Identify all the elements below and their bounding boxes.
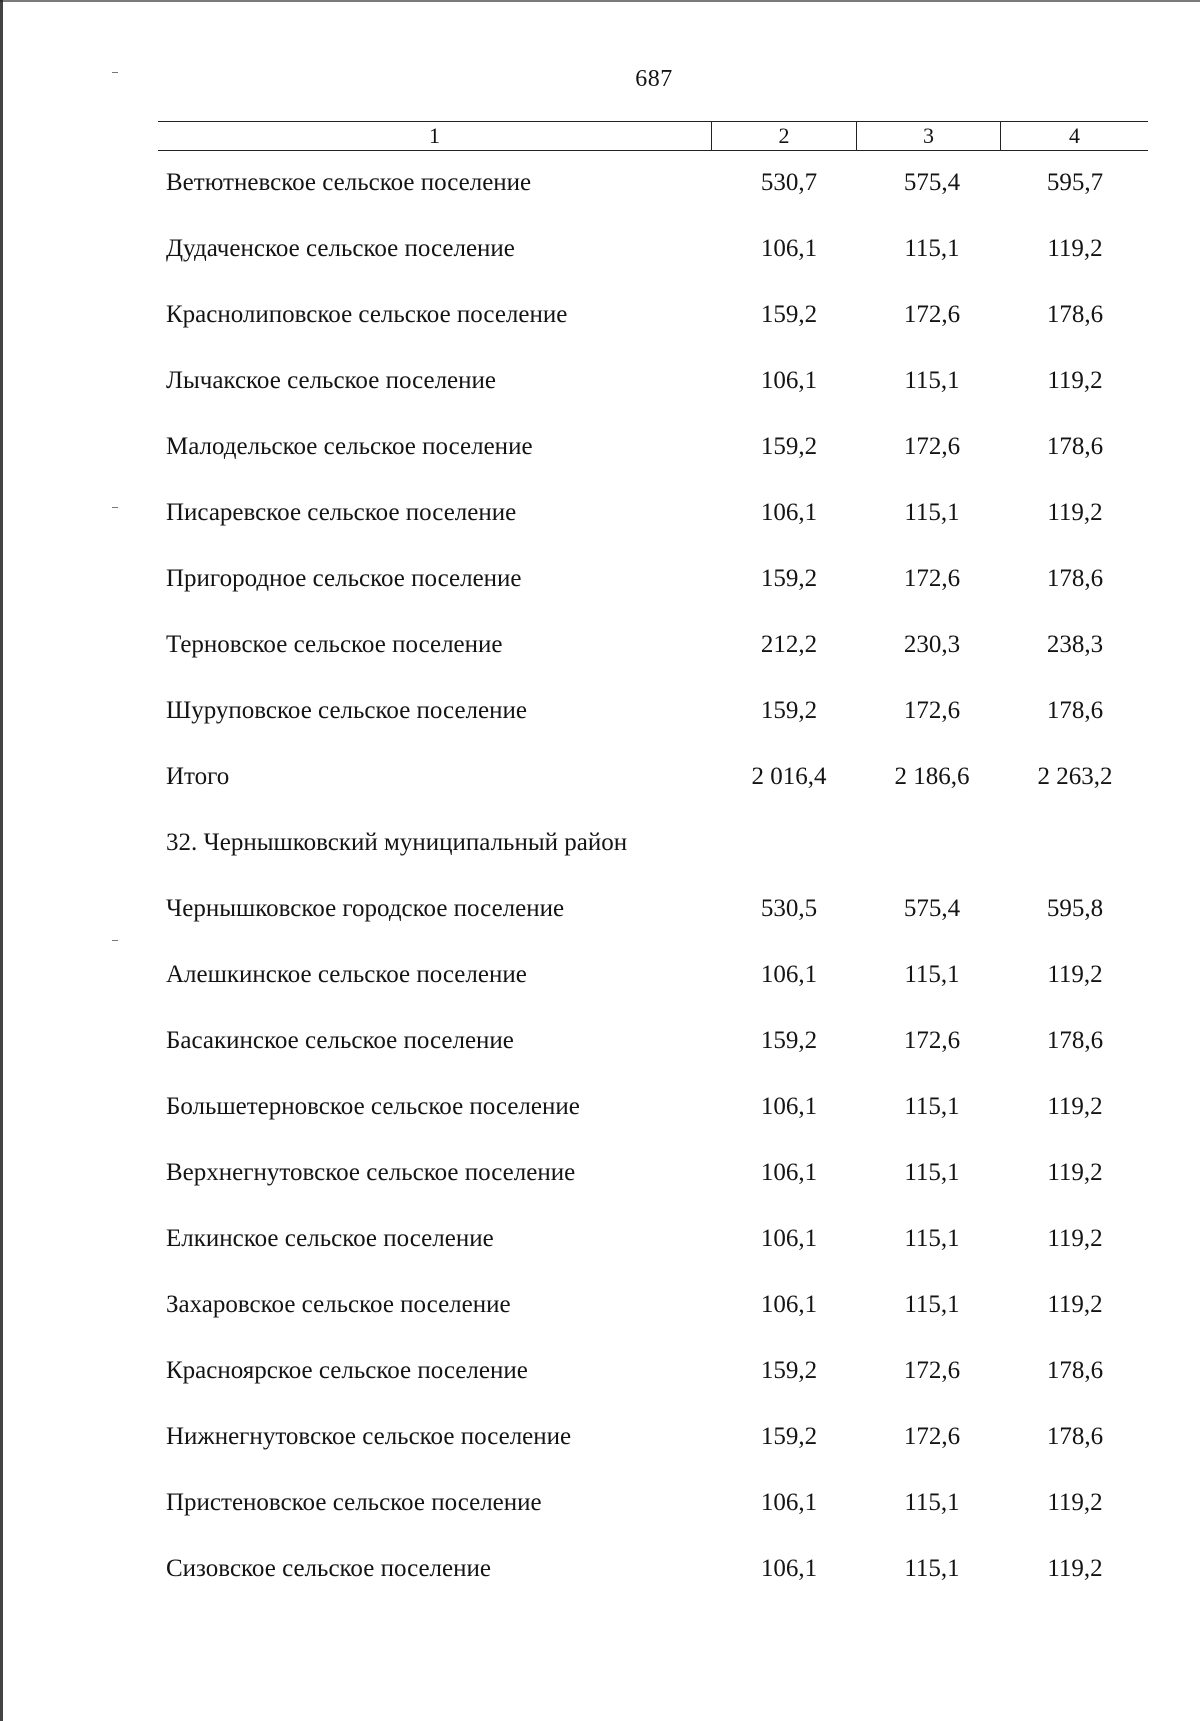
row-value-col-2: 2 016,4	[751, 763, 827, 790]
column-header-3: 3	[856, 122, 1000, 150]
row-name: Алешкинское сельское поселение	[166, 961, 527, 988]
row-value-col-4: 119,2	[1047, 1555, 1103, 1582]
row-value-col-4: 178,6	[1046, 1027, 1104, 1054]
table-row	[0, 564, 1200, 594]
table-row	[0, 696, 1200, 726]
row-name: Малодельское сельское поселение	[166, 433, 533, 460]
row-value-col-2: 159,2	[760, 565, 818, 592]
row-value-col-2: 106,1	[760, 367, 818, 394]
row-value-col-3: 172,6	[903, 1357, 961, 1384]
table-row	[0, 1224, 1200, 1254]
table-row	[0, 366, 1200, 396]
row-value-col-2: 106,1	[760, 235, 818, 262]
row-value-col-3: 115,1	[904, 499, 960, 526]
table-row	[0, 1422, 1200, 1452]
row-value-col-2: 159,2	[760, 1357, 818, 1384]
row-value-col-3: 115,1	[904, 1555, 960, 1582]
row-value-col-2: 106,1	[760, 1291, 818, 1318]
row-value-col-3: 115,1	[904, 1159, 960, 1186]
row-name: Терновское сельское поселение	[166, 631, 503, 658]
row-value-col-2: 159,2	[760, 1027, 818, 1054]
row-value-col-3: 172,6	[903, 697, 961, 724]
row-name: Пригородное сельское поселение	[166, 565, 522, 592]
table-row	[0, 432, 1200, 462]
row-value-col-3: 115,1	[904, 1489, 960, 1516]
row-value-col-3: 115,1	[904, 1225, 960, 1252]
row-value-col-3: 115,1	[904, 961, 960, 988]
row-value-col-2: 159,2	[760, 697, 818, 724]
table-row	[0, 1356, 1200, 1386]
table-row	[0, 1554, 1200, 1584]
row-name: 32. Чернышковский муниципальный район	[166, 829, 628, 856]
row-value-col-2: 530,7	[760, 169, 818, 196]
row-value-col-2: 106,1	[760, 499, 818, 526]
row-name: Итого	[166, 763, 230, 790]
table-row	[0, 828, 1200, 858]
row-value-col-3: 172,6	[903, 1423, 961, 1450]
row-value-col-2: 159,2	[760, 301, 818, 328]
row-value-col-4: 119,2	[1047, 235, 1103, 262]
row-name: Шуруповское сельское поселение	[166, 697, 527, 724]
row-name: Захаровское сельское поселение	[166, 1291, 511, 1318]
row-value-col-3: 172,6	[903, 433, 961, 460]
table-row	[0, 234, 1200, 264]
row-value-col-4: 178,6	[1046, 301, 1104, 328]
row-name: Лычакское сельское поселение	[166, 367, 496, 394]
row-value-col-3: 115,1	[904, 367, 960, 394]
row-name: Елкинское сельское поселение	[166, 1225, 494, 1252]
table-row	[0, 1290, 1200, 1320]
row-name: Красноярское сельское поселение	[166, 1357, 528, 1384]
table-row	[0, 1488, 1200, 1518]
row-value-col-4: 119,2	[1047, 1489, 1103, 1516]
page-number: 687	[635, 66, 673, 92]
table-row	[0, 762, 1200, 792]
row-value-col-3: 172,6	[903, 1027, 961, 1054]
row-value-col-2: 530,5	[760, 895, 818, 922]
row-value-col-2: 106,1	[760, 961, 818, 988]
row-value-col-4: 178,6	[1046, 565, 1104, 592]
row-value-col-3: 575,4	[903, 169, 961, 196]
row-value-col-4: 119,2	[1047, 1093, 1103, 1120]
row-value-col-4: 595,7	[1046, 169, 1104, 196]
row-value-col-3: 172,6	[903, 565, 961, 592]
row-name: Чернышковское городское поселение	[166, 895, 565, 922]
row-value-col-4: 119,2	[1047, 1291, 1103, 1318]
row-value-col-4: 178,6	[1046, 1423, 1104, 1450]
row-value-col-4: 178,6	[1046, 697, 1104, 724]
row-name: Басакинское сельское поселение	[166, 1027, 514, 1054]
row-name: Краснолиповское сельское поселение	[166, 301, 568, 328]
row-value-col-2: 212,2	[760, 631, 818, 658]
row-name: Писаревское сельское поселение	[166, 499, 517, 526]
table-row	[0, 894, 1200, 924]
row-value-col-2: 159,2	[760, 433, 818, 460]
row-value-col-4: 178,6	[1046, 433, 1104, 460]
row-value-col-4: 119,2	[1047, 367, 1103, 394]
row-value-col-2: 159,2	[760, 1423, 818, 1450]
row-value-col-4: 595,8	[1046, 895, 1104, 922]
row-value-col-4: 238,3	[1046, 631, 1104, 658]
row-value-col-4: 178,6	[1046, 1357, 1104, 1384]
row-value-col-2: 106,1	[760, 1489, 818, 1516]
row-value-col-2: 106,1	[760, 1159, 818, 1186]
table-row	[0, 630, 1200, 660]
row-name: Дудаченское сельское поселение	[166, 235, 515, 262]
row-value-col-2: 106,1	[760, 1555, 818, 1582]
row-name: Сизовское сельское поселение	[166, 1555, 491, 1582]
table-row	[0, 1026, 1200, 1056]
row-value-col-3: 2 186,6	[894, 763, 970, 790]
row-value-col-3: 575,4	[903, 895, 961, 922]
column-header-2: 2	[711, 122, 856, 150]
table-row	[0, 168, 1200, 198]
row-value-col-4: 119,2	[1047, 1225, 1103, 1252]
row-value-col-4: 119,2	[1047, 961, 1103, 988]
table-row	[0, 1158, 1200, 1188]
row-name: Верхнегнутовское сельское поселение	[166, 1159, 576, 1186]
row-value-col-3: 230,3	[903, 631, 961, 658]
row-name: Нижнегнутовское сельское поселение	[166, 1423, 572, 1450]
table-row	[0, 960, 1200, 990]
column-header-4: 4	[1000, 122, 1148, 150]
table-row	[0, 1092, 1200, 1122]
row-value-col-3: 115,1	[904, 1093, 960, 1120]
row-value-col-4: 119,2	[1047, 499, 1103, 526]
row-value-col-3: 115,1	[904, 235, 960, 262]
row-value-col-4: 2 263,2	[1037, 763, 1113, 790]
row-name: Большетерновское сельское поселение	[166, 1093, 580, 1120]
table-row	[0, 300, 1200, 330]
column-header-1: 1	[429, 123, 440, 148]
row-value-col-3: 115,1	[904, 1291, 960, 1318]
row-name: Пристеновское сельское поселение	[166, 1489, 542, 1516]
row-value-col-4: 119,2	[1047, 1159, 1103, 1186]
row-value-col-2: 106,1	[760, 1225, 818, 1252]
row-name: Ветютневское сельское поселение	[166, 169, 532, 196]
row-value-col-2: 106,1	[760, 1093, 818, 1120]
table-row	[0, 498, 1200, 528]
row-value-col-3: 172,6	[903, 301, 961, 328]
